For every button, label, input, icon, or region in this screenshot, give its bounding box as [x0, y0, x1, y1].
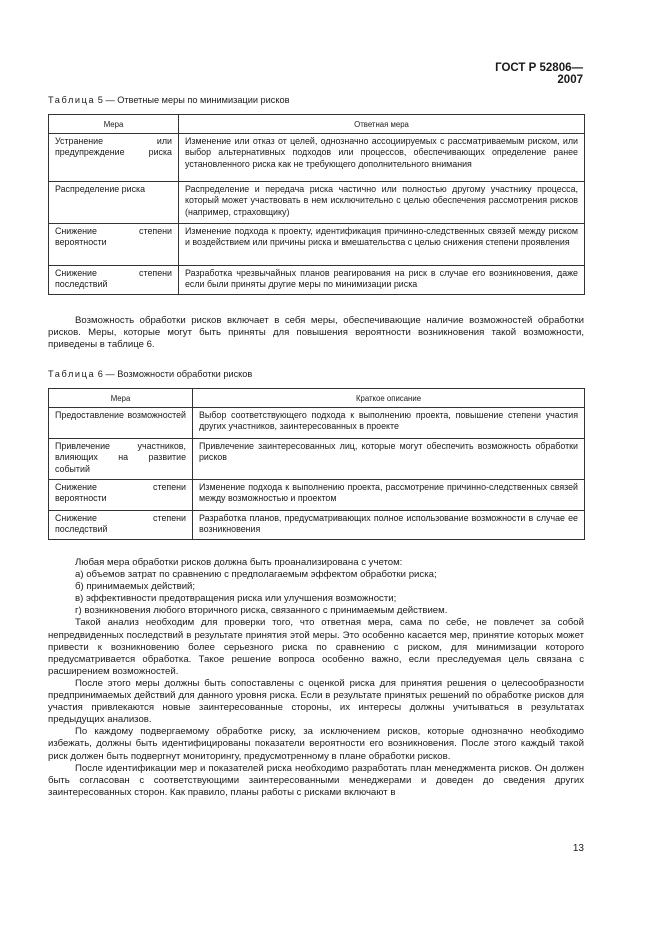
- table5-cell-response: Распределение и передача риска частично или полностью другому участнику процесса, который может участвовать в нем исключительно с целью обеспечения рассмотрения рисков (например, страховщику): [179, 182, 585, 224]
- table-row: [49, 511, 585, 540]
- table6-cell-measure: Предоставление возможностей: [49, 408, 193, 439]
- table6-cell-description: Выбор соответствующего подхода к выполнению проекта, повышение степени участия других участников, заинтересованных в проекте: [193, 408, 585, 439]
- table5-header-response: Ответная мера: [179, 115, 585, 134]
- table5-caption: [48, 95, 289, 105]
- table6-header-description: Краткое описание: [193, 389, 585, 408]
- table6-cell-measure: Привлечение участников, влияющих на развитие событий: [49, 439, 193, 480]
- table5-cell-measure: Распределение риска: [49, 182, 179, 224]
- table-row: [49, 408, 585, 439]
- table-row: [49, 182, 585, 224]
- table-row: [49, 439, 585, 480]
- table6-cell-description: Изменение подхода к выполнению проекта, рассмотрение причинно-следственных связей между возможностью и проектом: [193, 480, 585, 511]
- table5-header-measure: Мера: [49, 115, 179, 134]
- table5-cell-measure: Снижение степени вероятности: [49, 224, 179, 266]
- table5-caption-label: Таблица: [48, 95, 96, 105]
- paragraph-5: По каждому подвергаемому обработке риску, за исключением рисков, которые однозначно необходимо избежать, должны быть идентифицированы показатели вероятности его возникновения. После этого каждый такой риск должен быть подвергнут мониторингу, предусмотренному в плане обработки рисков.: [48, 726, 584, 762]
- table6-header-measure: Мера: [49, 389, 193, 408]
- paragraph-1: Возможность обработки рисков включает в себя меры, обеспечивающие наличие возможностей обработки рисков. Меры, которые могут быть приняты для повышения вероятности возникновения такой возможности, приведены в таблице 6.: [48, 315, 584, 351]
- table6-caption-label: Таблица: [48, 369, 96, 379]
- list-item: в) эффективности предотвращения риска или улучшения возможности;: [75, 593, 397, 605]
- table5-cell-response: Изменение или отказ от целей, однозначно ассоциируемых с рассматриваемым риском, или выбор альтернативных подходов или процессов, обеспечивающих определение ранее установленного риска как не требующего дополнительного внимания: [179, 134, 585, 182]
- table5-cell-response: Разработка чрезвычайных планов реагирования на риск в случае его возникновения, даже если были приняты другие меры по минимизации риска: [179, 266, 585, 295]
- table-row: [49, 134, 585, 182]
- list-item: г) возникновения любого вторичного риска, связанного с принимаемым действием.: [75, 605, 448, 617]
- table6-caption: [48, 369, 252, 379]
- page-number: 13: [572, 843, 584, 854]
- table6-cell-description: Привлечение заинтересованных лиц, которые могут обеспечить возможность обработки рисков: [193, 439, 585, 480]
- table5-header-row: [49, 115, 585, 134]
- table5-caption-text: 5 — Ответные меры по минимизации рисков: [95, 95, 290, 105]
- table-row: [49, 224, 585, 266]
- body-text: [48, 557, 584, 799]
- paragraph-2-intro: Любая мера обработки рисков должна быть проанализирована с учетом:: [75, 557, 403, 568]
- table5-cell-measure: Устранение или предупреждение риска: [49, 134, 179, 182]
- table5-cell-response: Изменение подхода к проекту, идентификация причинно-следственных связей между риском и воздействием или причины риска и вмешательства с целью снижения степени проявления: [179, 224, 585, 266]
- table6-caption-text: 6 — Возможности обработки рисков: [95, 369, 253, 379]
- list-item: а) объемов затрат по сравнению с предполагаемым эффектом обработки риска;: [75, 569, 437, 581]
- document-code: ГОСТ Р 52806—2007: [495, 62, 583, 86]
- table5: [48, 114, 585, 295]
- table5-cell-measure: Снижение степени последствий: [49, 266, 179, 295]
- list-item: б) принимаемых действий;: [75, 581, 196, 593]
- table-row: [49, 480, 585, 511]
- paragraph-6: После идентификации мер и показателей риска необходимо разработать план менеджмента рисков. Он должен быть согласован с соответствующими заинтересованными менеджерами и доведен до сведения других заинтересованных сторон. Как правило, планы работы с рисками включают в: [48, 762, 584, 798]
- table6-cell-measure: Снижение степени последствий: [49, 511, 193, 540]
- table6-cell-measure: Снижение степени вероятности: [49, 480, 193, 511]
- paragraph-4: После этого меры должны быть сопоставлены с оценкой риска для принятия решения о целесообразности предпринимаемых действий для данного уровня риска. Если в результате принятых решений по обработке рисков для участия привлекаются новые заинтересованные стороны, их интересы должны учитываться в результатах предыдущих анализов.: [48, 677, 584, 726]
- paragraph-3: Такой анализ необходим для проверки того, что ответная мера, сама по себе, не повлечет за собой непредвиденных последствий в результате принятия этой меры. Это особенно касается мер, принятие которых может привести к возникновению более серьезного риска по сравнению с риском, для минимизации которого предусматривается обработка. Такое решение вопроса особенно важно, если преследуемая цель связана с расширением возможностей.: [48, 617, 584, 677]
- table-row: [49, 266, 585, 295]
- table6-cell-description: Разработка планов, предусматривающих полное использование возможности в случае ее возникновения: [193, 511, 585, 540]
- table6-header-row: [49, 389, 585, 408]
- table6: [48, 388, 585, 540]
